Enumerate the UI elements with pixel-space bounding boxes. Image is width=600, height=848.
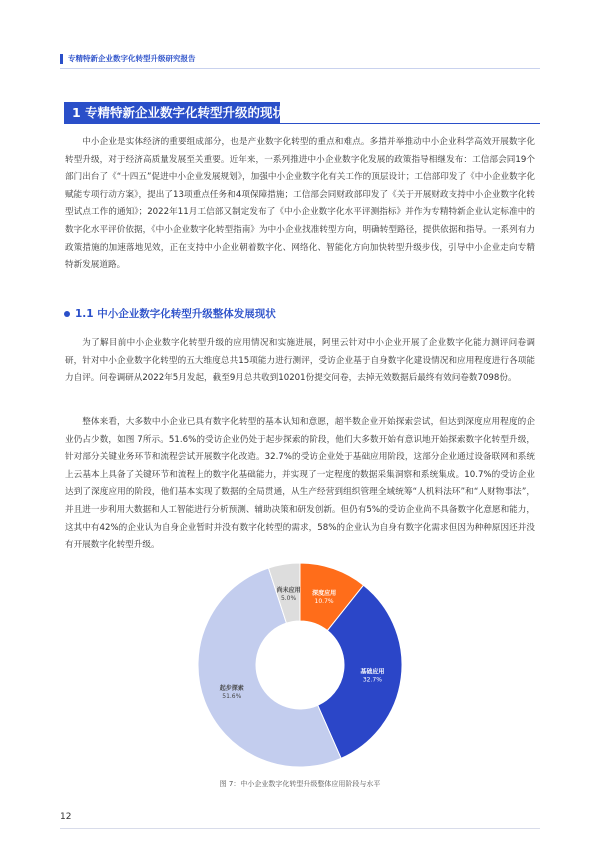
figure-caption: 图 7：中小企业数字化转型升级整体应用阶段与水平 [219, 780, 381, 788]
slice-label-0: 深度应用 [312, 590, 337, 598]
section-heading [64, 102, 540, 124]
footer-divider [60, 828, 540, 829]
slice-value-0: 10.7% [314, 598, 334, 606]
donut-chart-svg [190, 560, 410, 770]
page-number: 12 [60, 812, 72, 822]
slice-label-3: 尚未应用 [276, 586, 301, 594]
header-accent-bar [60, 54, 63, 64]
paragraph-survey: 为了解目前中小企业数字化转型升级的应用情况和实施进展，阿里云针对中小企业开展了企业数字化能力测评问卷调研，针对中小企业数字化转型的五大维度总共15项能力进行测评，受访企业基于自身数字化建设情况和应用程度进行各项能力自评。问卷调研从2022年5月发起，截至9月总共收到10201份提交问卷，去掉无效数据后最终有效问卷数7098份。 [65, 338, 535, 384]
section-heading-text: 1 专精特新企业数字化转型升级的现状 [72, 105, 286, 120]
slice-value-1: 32.7% [362, 676, 382, 684]
header-divider [60, 68, 540, 69]
page-header [60, 52, 540, 66]
slice-value-2: 51.6% [222, 693, 242, 701]
header-title: 专精特新企业数字化转型升级研究报告 [68, 54, 196, 63]
subsection-heading-text: 1.1 中小企业数字化转型升级整体发展现状 [75, 308, 276, 320]
paragraph-intro: 中小企业是实体经济的重要组成部分，也是产业数字化转型的重点和难点。多措并举推动中小企业科学高效开展数字化转型升级，对于经济高质量发展至关重要。近年来，一系列推进中小企业数字化发展的政策指导相继发布：工信部会同19个部门出台了《“十四五”促进中小企业发展规划》，加强中小企业数字化有关工作的顶层设计；工信部印发了《中小企业数字化赋能专项行动方案》，提出了13项重点任务和4项保障措施；工信部会同财政部印发了《关于开展财政支持中小企业数字化转型试点工作的通知》；2022年11月工信部又制定发布了《中小企业数字化水平评测指标》并作为专精特新企业认定标准中的数字化水平评价依据，《中小企业数字化转型指南》为中小企业找准转型方向，明确转型路径，提供依据和指导。一系列有力政策措施的加速落地见效，正在支持中小企业朝着数字化、网络化、智能化方向加快转型升级步伐，引导中小企业走向专精特新发展道路。 [65, 137, 535, 271]
section-heading-box [64, 102, 286, 124]
slice-label-2: 起步探索 [219, 685, 244, 693]
bullet-dot-icon [64, 311, 70, 317]
section-heading-underline [280, 123, 540, 124]
donut-chart [190, 560, 410, 770]
slice-label-1: 基础应用 [360, 668, 385, 676]
slice-value-3: 5.0% [280, 594, 297, 602]
paragraph-analysis: 整体来看，大多数中小企业已具有数字化转型的基本认知和意愿，超半数企业开始探索尝试，但达到深度应用程度的企业仍占少数，如图 7所示。51.6%的受访企业仍处于起步探索的阶段，他们大多数开始有意识地开始探索数字化转型升级，针对部分关键业务环节和流程尝试开展数字化改造。32.7%的受访企业处于基础应用阶段，这部分企业通过设备联网和系统上云基本上具备了关键环节和流程上的数字化基础能力，并实现了一定程度的数据采集洞察和系统集成。10.7%的受访企业达到了深度应用的阶段，他们基本实现了数据的全局贯通，从生产经营到组织管理全域统筹“人机料法环”和“人财物事法”，并且进一步利用大数据和人工智能进行分析预测、辅助决策和研发创新。但仍有5%的受访企业尚不具备数字化意愿和能力，这其中有42%的企业认为自身企业暂时并没有数字化转型的需求，58%的企业认为自身有数字化需求但因为种种原因还并没有开展数字化转型升级。 [65, 417, 535, 551]
